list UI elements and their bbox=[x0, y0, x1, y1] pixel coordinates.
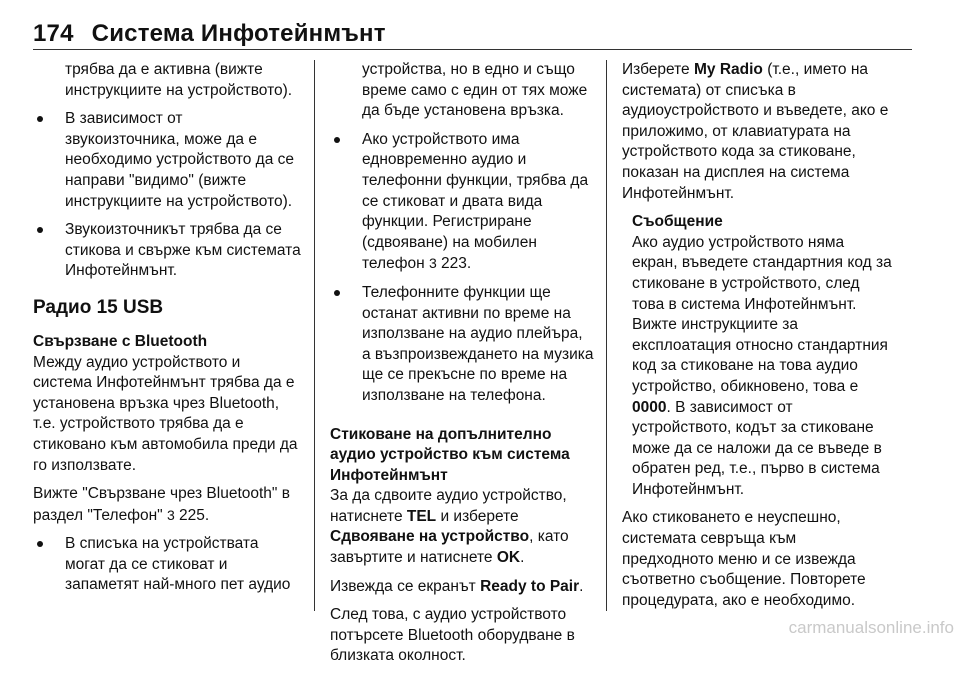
column-divider-2 bbox=[606, 60, 607, 611]
note-body bbox=[632, 233, 892, 501]
ready-to-pair-label: Ready to Pair bbox=[480, 577, 580, 595]
column-divider-1 bbox=[314, 60, 315, 611]
bullet-item bbox=[330, 130, 594, 275]
column-1 bbox=[33, 60, 301, 604]
tel-key-label: TEL bbox=[406, 507, 437, 525]
subsection-title: Свързване с Bluetooth bbox=[33, 332, 208, 350]
page-number: 174 bbox=[33, 20, 74, 47]
note-box bbox=[622, 212, 892, 500]
paragraph: Между аудио устройството и система Инфотейнмънт трябва да е установена връзка чрез Bluetooth, т.е. устройството трябва да е стиковано към автомобила преди да го използвате. bbox=[33, 353, 298, 474]
paragraph-with-reference bbox=[33, 484, 301, 526]
section-title: Радио 15 USB bbox=[33, 296, 164, 318]
watermark: carmanualsonline.info bbox=[788, 618, 954, 637]
bullet-continuation: трябва да е активна (вижте инструкциите на устройството). bbox=[65, 61, 293, 99]
column-2 bbox=[330, 60, 594, 675]
ok-key-label: OK bbox=[496, 549, 521, 567]
paragraph-text: Изберете bbox=[622, 61, 694, 78]
paragraph-text: . bbox=[520, 549, 525, 567]
header-rule bbox=[33, 49, 912, 50]
bullet-item: Телефонните функции ще останат активни по време на използване на аудио плейъра, а възпроизвеждането на музика ще се прекъсне по време на използване на телефона. bbox=[330, 283, 594, 407]
default-pairing-code: 0000 bbox=[632, 398, 667, 416]
paragraph: След това, с аудио устройството потърсете Bluetooth оборудване в близката околност. bbox=[330, 606, 575, 665]
my-radio-label: My Radio bbox=[693, 61, 763, 78]
column-3 bbox=[622, 60, 892, 619]
paragraph-text: и изберете bbox=[436, 507, 519, 525]
paragraph-text: Извежда се екранът bbox=[330, 577, 481, 595]
page-title: Система Инфотейнмънт bbox=[91, 20, 386, 47]
note-text: . В зависимост от устройството, кодът за стиковане може да се наложи да се въведе в обратен ред, т.е., първо в система Инфотейнмънт. bbox=[632, 398, 882, 498]
paragraph-text: За да сдвоите аудио устройство, натиснете bbox=[330, 487, 567, 525]
paragraph bbox=[330, 577, 594, 598]
paragraph: Ако стиковането е неуспешно, системата севръща към предходното меню и се извежда съответно съобщение. Повторете процедурата, ако е необходимо. bbox=[622, 509, 866, 609]
page-reference: 223. bbox=[436, 255, 472, 273]
note-title: Съобщение bbox=[632, 213, 723, 231]
paragraph-text: Вижте "Свързване чрез Bluetooth" в раздел "Телефон" bbox=[33, 485, 290, 524]
section-title: Стиковане на допълнително аудио устройство към система Инфотейнмънт bbox=[330, 425, 570, 484]
page-reference-icon: 3 bbox=[166, 506, 175, 523]
page-reference-icon: 3 bbox=[428, 255, 437, 272]
page-header bbox=[33, 20, 386, 48]
paragraph-text: , като завъртите и натиснете bbox=[330, 528, 569, 567]
bullet-item: Звукоизточникът трябва да се стикова и свърже към системата Инфотейнмънт. bbox=[33, 220, 301, 282]
paragraph bbox=[330, 486, 594, 568]
bullet-text: Ако устройството има едновременно аудио и телефонни функции, трябва да се стиковат и двата вида функции. Регистриране (сдвояване) на мобилен телефон bbox=[362, 130, 589, 273]
bullet-item: В зависимост от звукоизточника, може да е необходимо устройството да се направи "видимо" (вижте инструкциите на устройството). bbox=[33, 109, 301, 212]
paragraph-text: . bbox=[579, 577, 584, 595]
page-reference: 225. bbox=[174, 506, 210, 524]
note-text: Ако аудио устройството няма екран, въведете стандартния код за стиковане в устройството, след това в система Инфотейнмънт. Вижте инструкциите за експлоатация относно стандартния код за стиковане на това аудио устройство, обикновено, това е bbox=[632, 233, 892, 395]
pair-device-menu-label: Сдвояване на устройство bbox=[330, 528, 530, 546]
paragraph-text: (т.е., името на системата) от списъка в аудиоустройството и въведете, ако е приложимо, от клавиатурата на устройството кода за стиковане, показан на дисплея на система Инфотейнмънт. bbox=[622, 61, 889, 202]
bullet-continuation: устройства, но в едно и също време само с един от тях може да бъде установена връзка. bbox=[362, 61, 588, 120]
paragraph bbox=[622, 60, 892, 204]
bullet-item: В списъка на устройствата могат да се стиковат и запаметят най-много пет аудио bbox=[33, 534, 301, 596]
